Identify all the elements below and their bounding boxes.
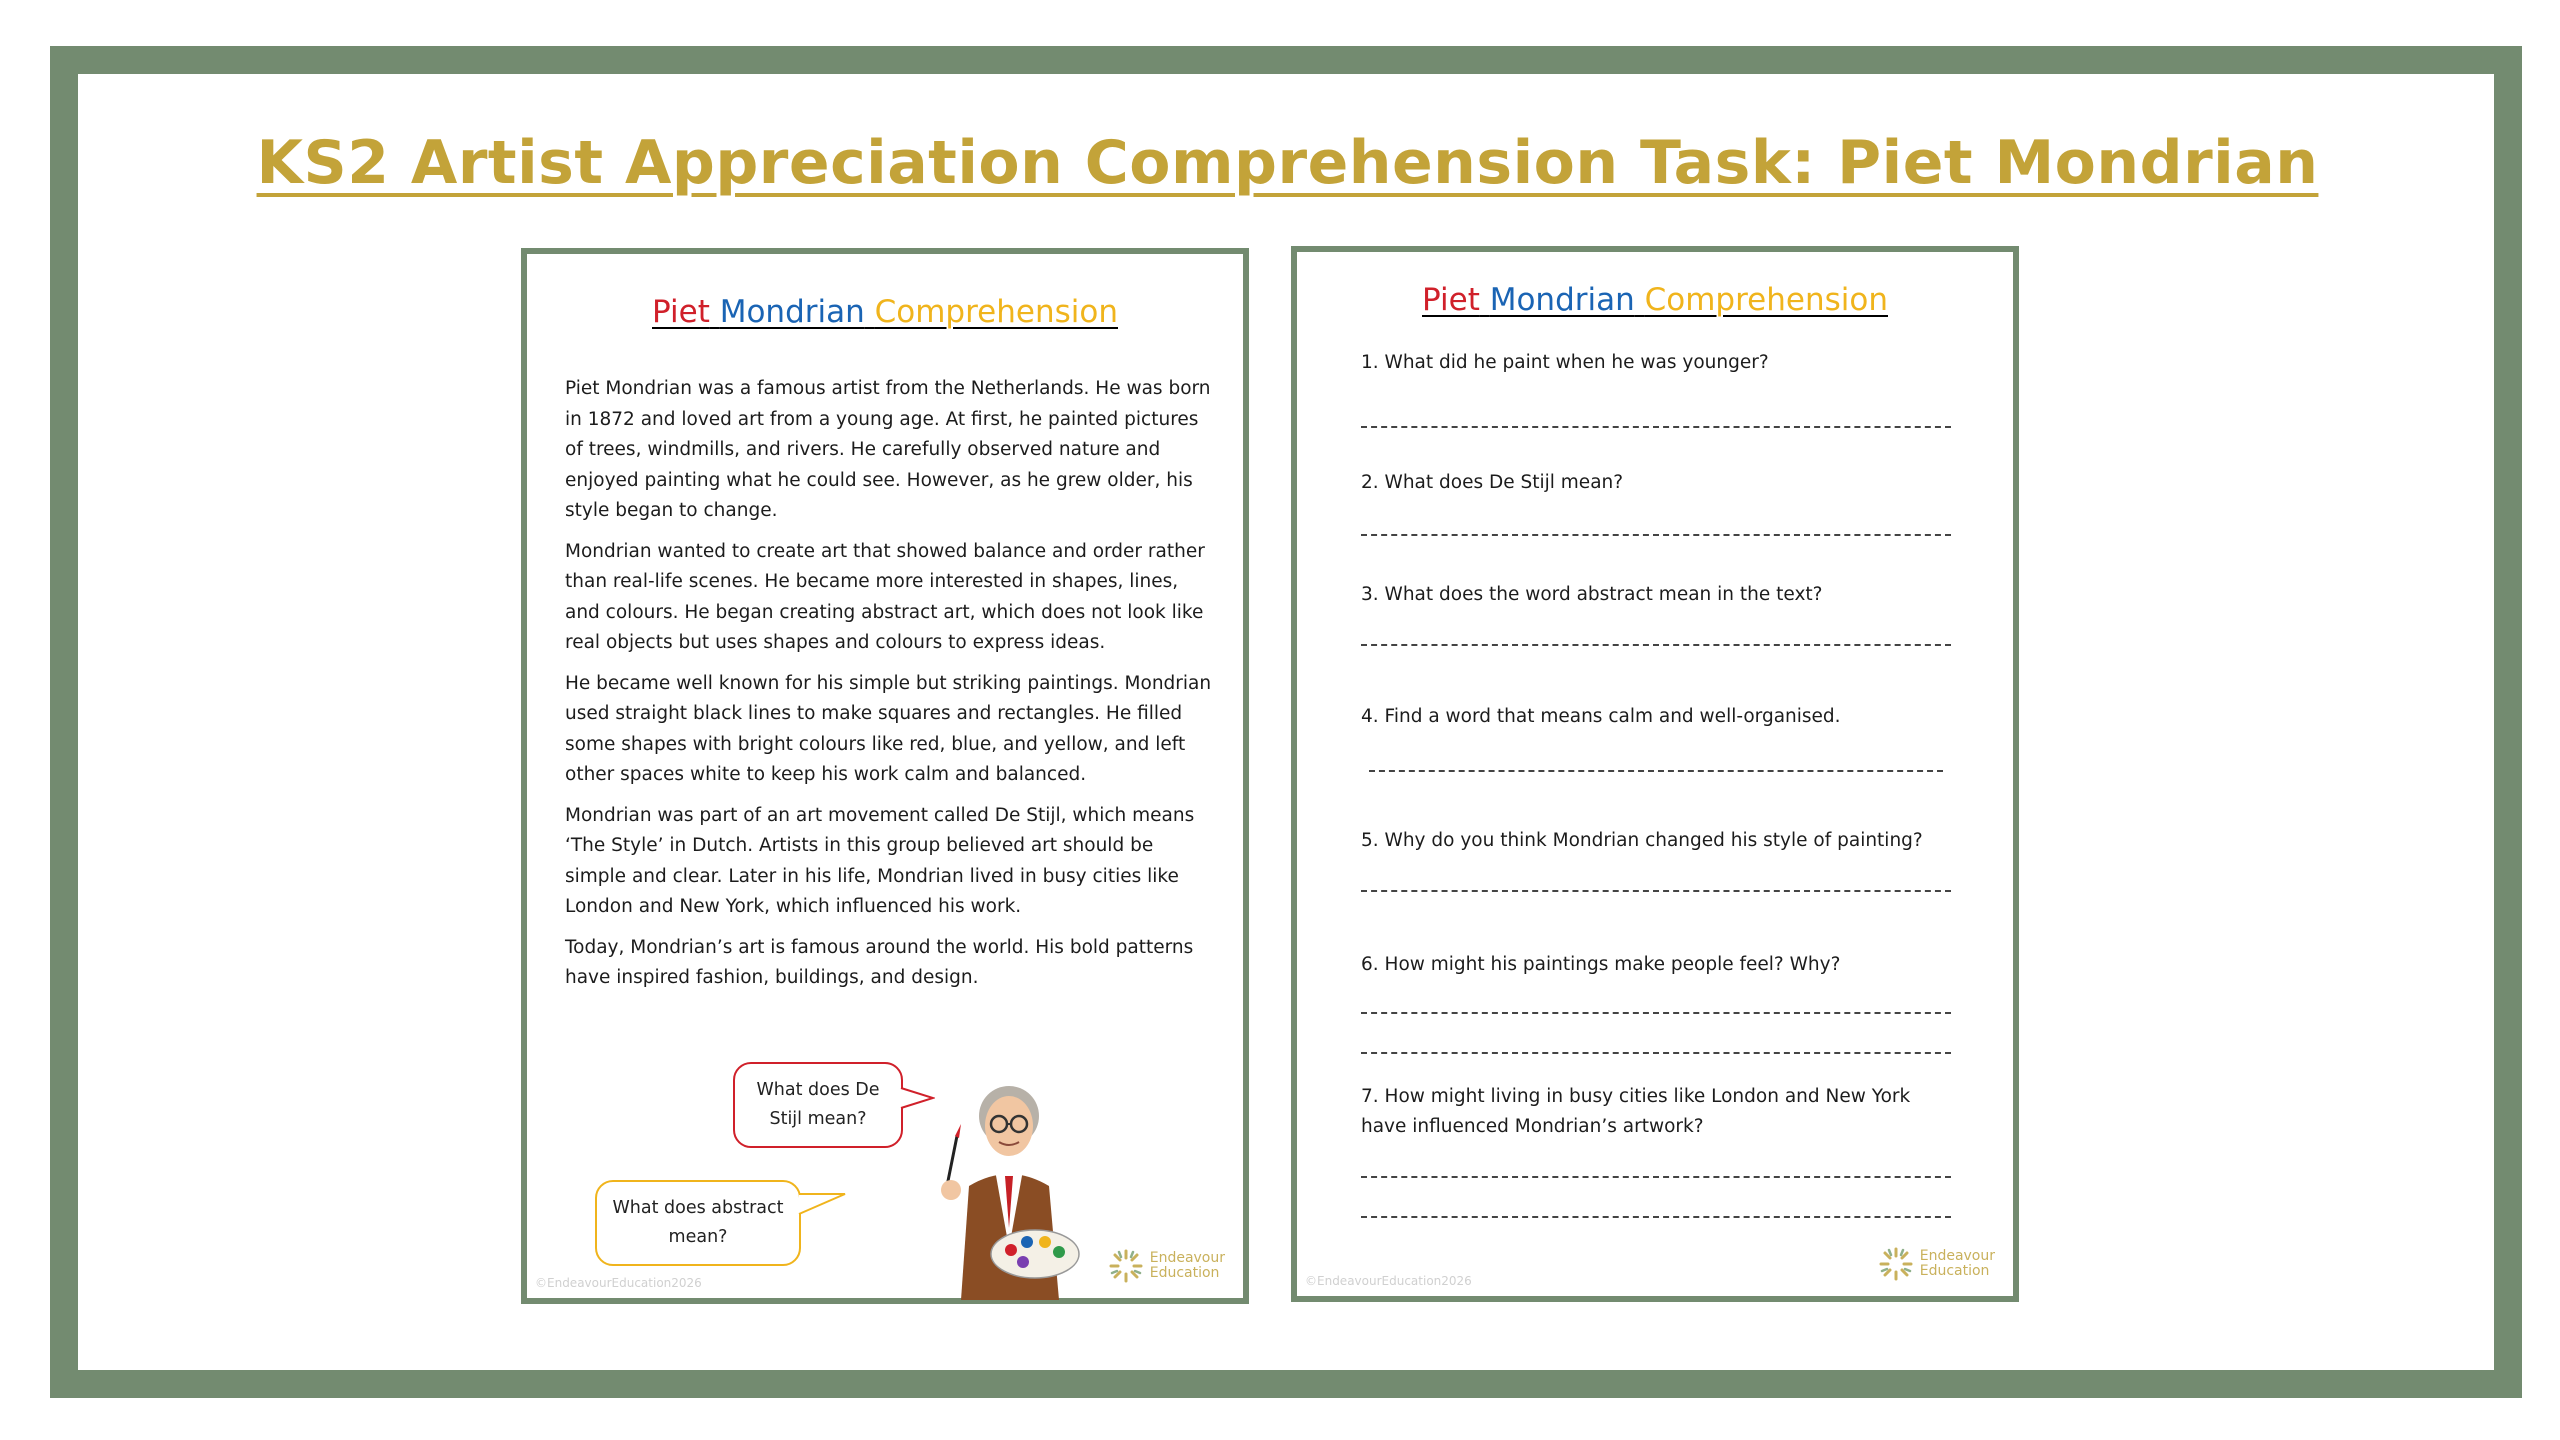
copyright-text: ©EndeavourEducation2026 (1305, 1274, 1472, 1288)
worksheet-title (527, 294, 1243, 330)
slide-canvas (78, 74, 2494, 1370)
copyright-text: ©EndeavourEducation2026 (535, 1276, 702, 1290)
question-1: 1. What did he paint when he was younger? (1361, 352, 1769, 373)
question-3: 3. What does the word abstract mean in the text? (1361, 584, 1823, 605)
passage-paragraph: He became well known for his simple but striking paintings. Mondrian used straight black lines to make squares and rectangles. He filled some shapes with bright colours like red, blue, and yellow, and left other spaces white to keep his work calm and balanced. (565, 672, 1212, 785)
endeavour-logo (1108, 1248, 1225, 1284)
sunburst-icon (1108, 1248, 1144, 1284)
endeavour-logo (1878, 1246, 1995, 1282)
title-word-piet: Piet (652, 294, 710, 330)
answer-line (1361, 890, 1951, 892)
question-4: 4. Find a word that means calm and well-organised. (1361, 706, 1841, 727)
title-word-comprehension: Comprehension (1644, 282, 1888, 318)
brand-name: Education (1149, 1265, 1220, 1281)
question-5: 5. Why do you think Mondrian changed his style of painting? (1361, 830, 1923, 851)
passage-paragraph: Mondrian wanted to create art that showed balance and order rather than real-life scenes. He became more interested in shapes, lines, and colours. He began creating abstract art, which does not look like real objects but uses shapes and colours to express ideas. (565, 540, 1205, 653)
answer-line (1361, 426, 1951, 428)
answer-line (1361, 1012, 1951, 1014)
title-word-mondrian: Mondrian (1489, 282, 1635, 318)
question-6: 6. How might his paintings make people feel? Why? (1361, 954, 1841, 975)
answer-line (1361, 534, 1951, 536)
passage-paragraph: Piet Mondrian was a famous artist from the Netherlands. He was born in 1872 and loved art from a young age. At first, he painted pictures of trees, windmills, and rivers. He carefully observed nature and enjoyed painting what he could see. However, as he grew older, his style began to change. (565, 378, 1211, 521)
reading-passage (565, 374, 1215, 1004)
brand-name: Endeavour (1149, 1250, 1225, 1266)
sunburst-icon (1878, 1246, 1914, 1282)
answer-line (1361, 1216, 1951, 1218)
speech-bubble-abstract (595, 1180, 801, 1266)
answer-line (1361, 1176, 1951, 1178)
title-word-piet: Piet (1422, 282, 1480, 318)
page-title: KS2 Artist Appreciation Comprehension Task: Piet Mondrian (256, 128, 2319, 198)
question-2: 2. What does De Stijl mean? (1361, 472, 1624, 493)
answer-line (1361, 644, 1951, 646)
answer-line (1361, 1052, 1951, 1054)
mondrian-illustration (927, 1078, 1087, 1300)
reading-worksheet (521, 248, 1249, 1304)
speech-tail (797, 1190, 847, 1220)
speech-bubble-de-stijl (733, 1062, 903, 1148)
speech-bubble-text: What does De Stijl mean? (756, 1080, 880, 1129)
question-7: 7. How might living in busy cities like London and New York have influenced Mondrian’s artwork? (1361, 1086, 1911, 1137)
worksheet-title (1297, 282, 2013, 318)
answer-line (1369, 770, 1943, 772)
brand-name: Education (1919, 1263, 1990, 1279)
speech-bubble-text: What does abstract mean? (612, 1198, 784, 1247)
passage-paragraph: Mondrian was part of an art movement called De Stijl, which means ‘The Style’ in Dutch. Artists in this group believed art should be simple and clear. Later in his life, Mondrian lived in busy cities like London and New York, which influenced his work. (565, 804, 1195, 917)
title-word-mondrian: Mondrian (719, 294, 865, 330)
title-word-comprehension: Comprehension (874, 294, 1118, 330)
passage-paragraph: Today, Mondrian’s art is famous around the world. His bold patterns have inspired fashion, buildings, and design. (565, 936, 1194, 988)
questions-worksheet (1291, 246, 2019, 1302)
brand-name: Endeavour (1919, 1248, 1995, 1264)
